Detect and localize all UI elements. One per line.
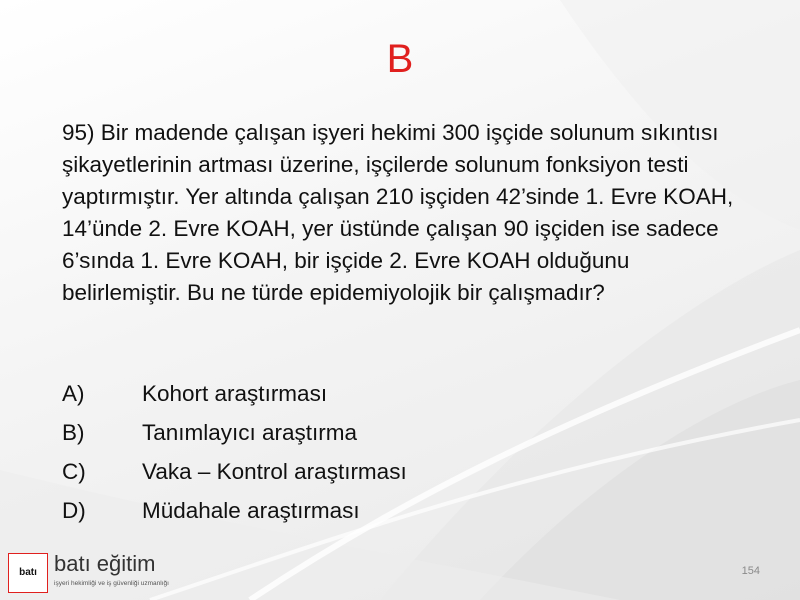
- option-d: [62, 495, 702, 534]
- option-text: Vaka – Kontrol araştırması: [142, 459, 407, 484]
- option-a: [62, 378, 702, 417]
- option-text: Kohort araştırması: [142, 381, 328, 406]
- option-text: Müdahale araştırması: [142, 498, 360, 523]
- option-letter: D): [62, 498, 86, 523]
- option-b: [62, 417, 702, 456]
- question-text: 95) Bir madende çalışan işyeri hekimi 300 işçide solunum sıkıntısı şikayetlerinin artması üzerine, işçilerde solunum fonksiyon testi yaptırmıştır. Yer altında çalışan 210 işçiden 42’sinde 1. Evre KOAH, 14’ünde 2. Evre KOAH, yer üstünde çalışan 90 işçiden ise sadece 6’sında 1. Evre KOAH, bir işçide 2. Evre KOAH olduğunu belirlemiştir. Bu ne türde epidemiyolojik bir çalışmadır?: [62, 120, 734, 305]
- logo-box: batı: [8, 553, 48, 593]
- slide-title: B: [386, 37, 414, 81]
- logo-tagline: işyeri hekimliği ve iş güvenliği uzmanlığı: [54, 580, 169, 587]
- option-text: Tanımlayıcı araştırma: [142, 420, 358, 445]
- option-letter: B): [62, 420, 85, 445]
- option-letter: A): [62, 381, 85, 406]
- page-number: 154: [741, 565, 760, 577]
- logo-name: batı eğitim: [54, 551, 156, 576]
- option-letter: C): [62, 459, 86, 484]
- option-c: [62, 456, 702, 495]
- answer-options: [62, 378, 702, 534]
